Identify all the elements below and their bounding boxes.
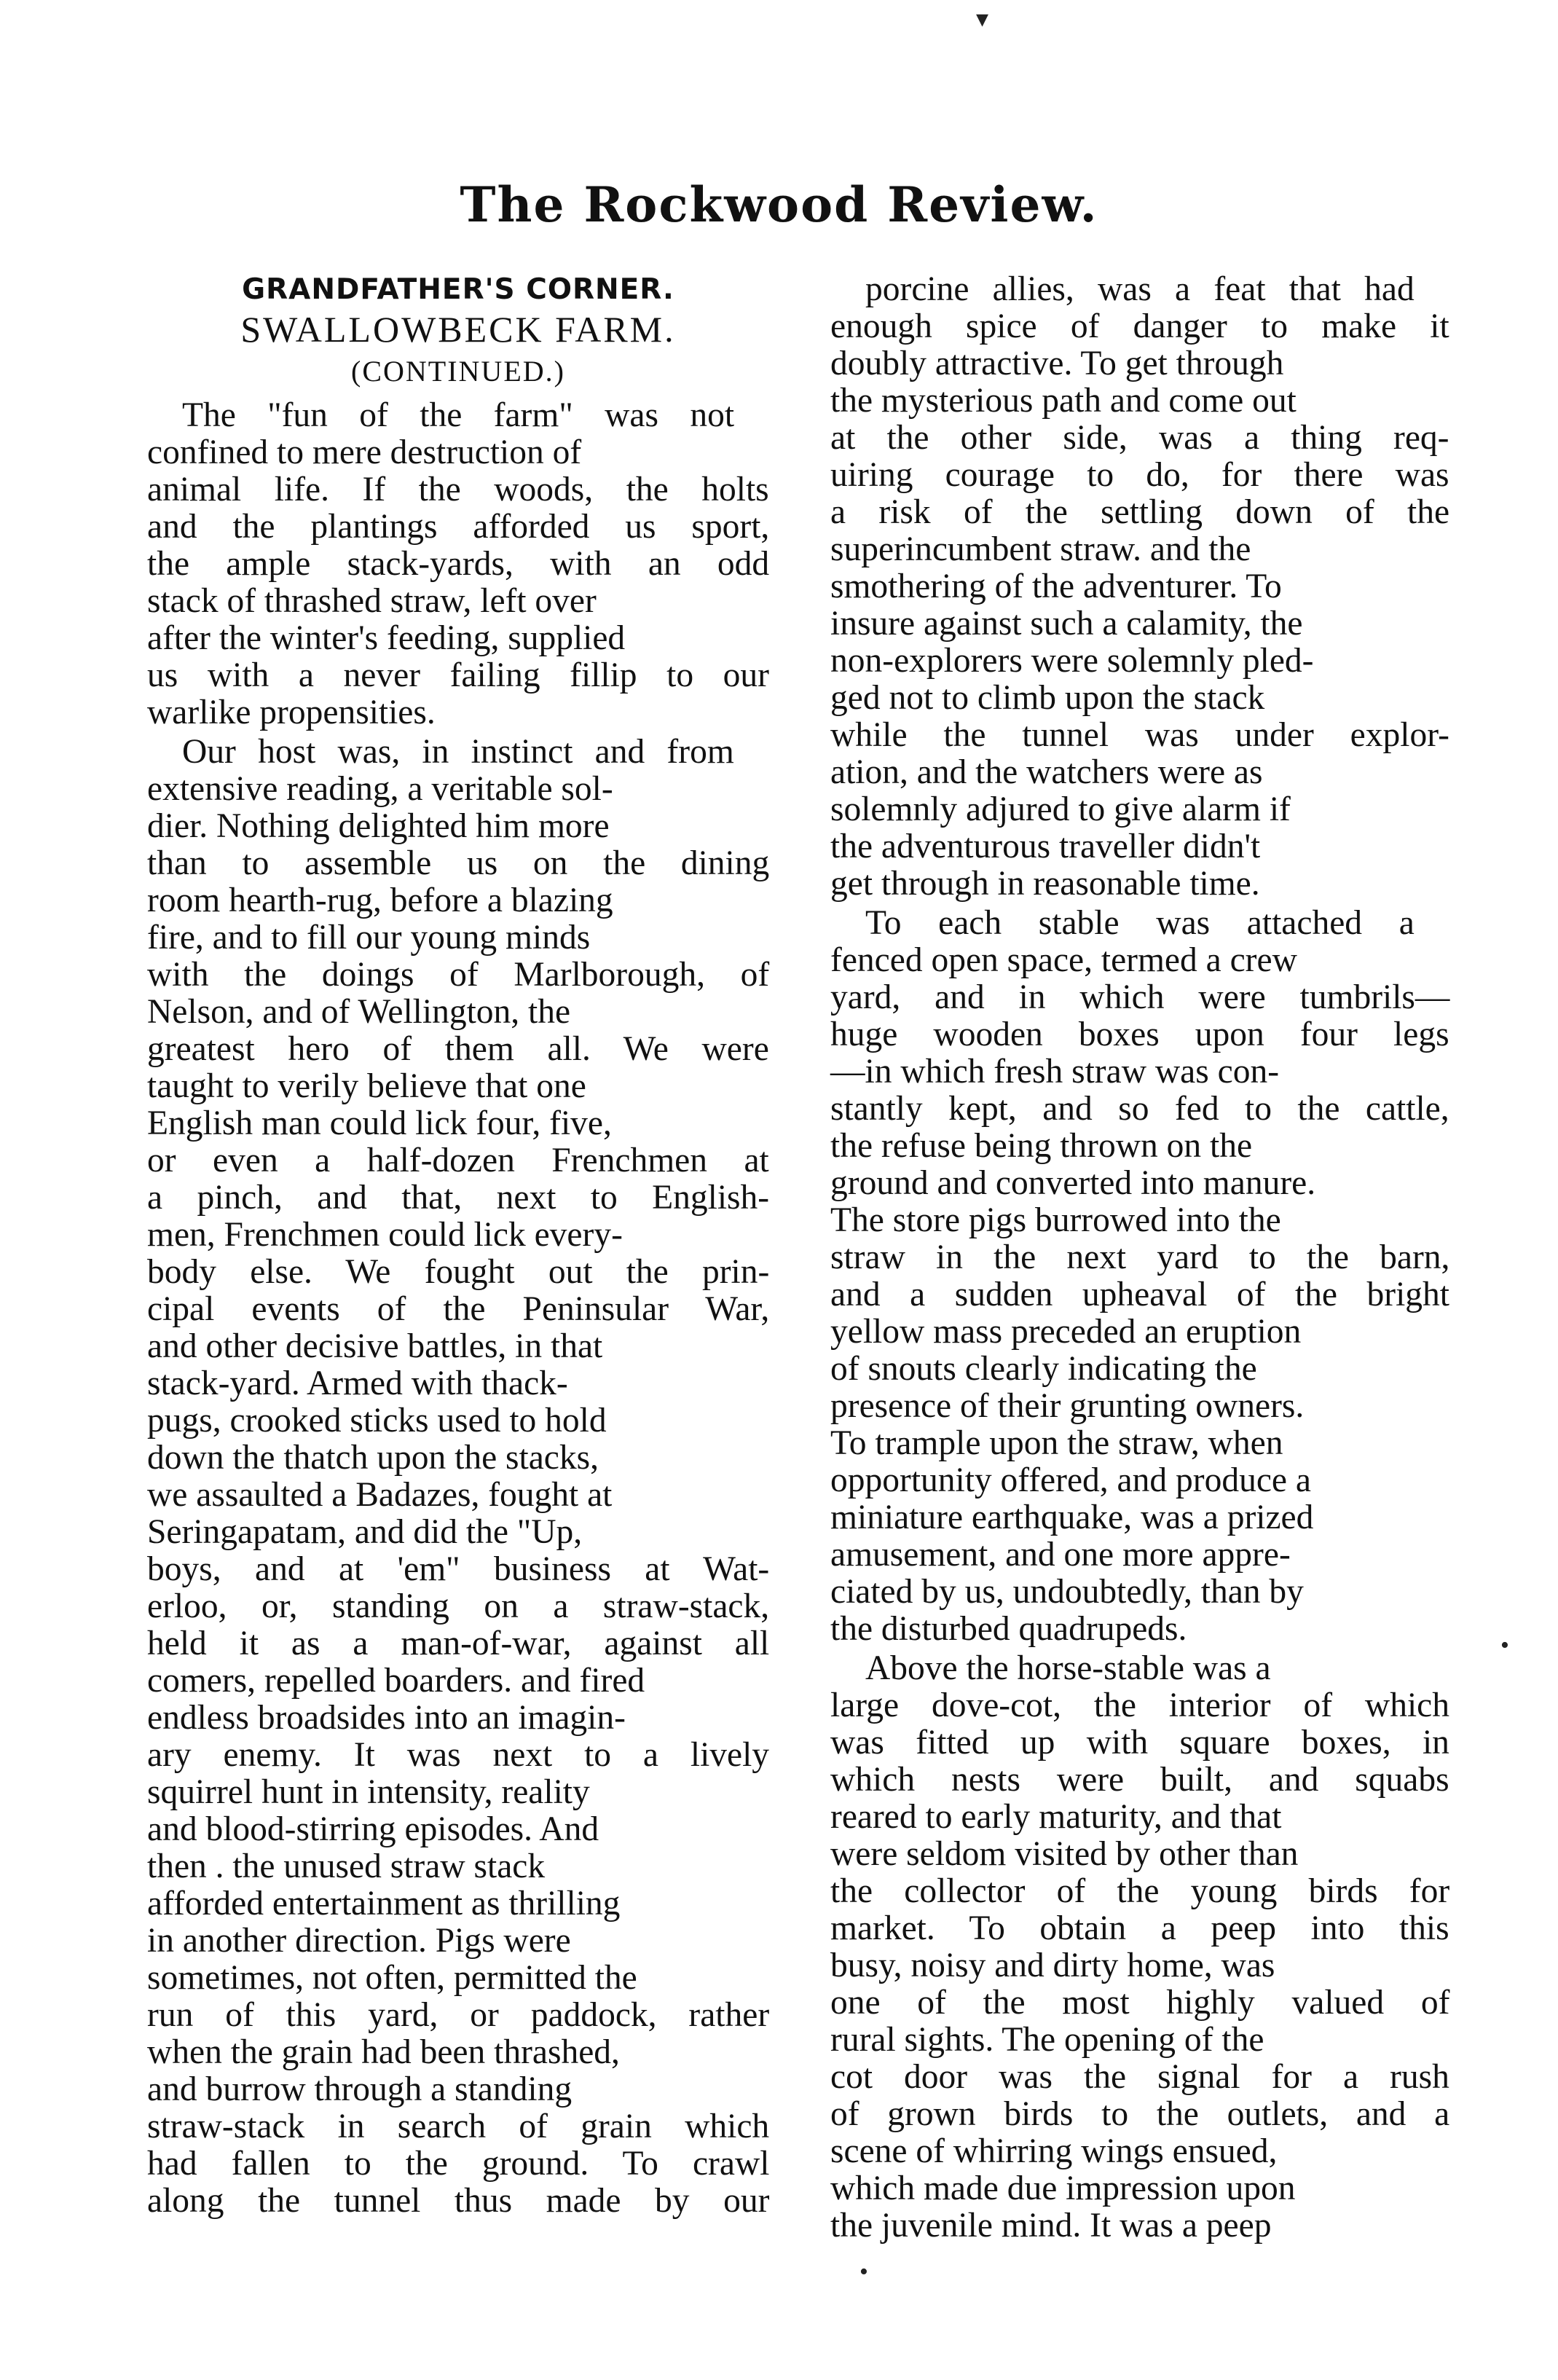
text-line: was fitted up with square boxes, in bbox=[830, 1724, 1449, 1762]
text-line: The "fun of the farm" was not bbox=[182, 396, 735, 434]
text-line: cot door was the signal for a rush bbox=[830, 2058, 1449, 2096]
text-line: rural sights. The opening of the bbox=[830, 2021, 1264, 2059]
text-line: after the winter's feeding, supplied bbox=[147, 619, 626, 657]
right-column-body bbox=[830, 271, 1449, 2244]
text-line: greatest hero of them all. We were bbox=[147, 1030, 769, 1068]
left-column-body bbox=[147, 397, 769, 2220]
text-line: porcine allies, was a feat that had bbox=[865, 270, 1415, 308]
text-line: straw-stack in search of grain which bbox=[147, 2108, 770, 2145]
text-line: the disturbed quadrupeds. bbox=[830, 1610, 1187, 1648]
text-line: The store pigs burrowed into the bbox=[830, 1201, 1281, 1239]
right-column bbox=[830, 271, 1449, 2244]
text-line: enough spice of danger to make it bbox=[830, 307, 1449, 345]
text-line: with the doings of Marlborough, of bbox=[147, 956, 770, 994]
text-line: miniature earthquake, was a prized bbox=[830, 1499, 1314, 1536]
text-line: body else. We fought out the prin- bbox=[147, 1253, 770, 1291]
text-line: stack-yard. Armed with thack- bbox=[147, 1364, 568, 1402]
text-line: or even a half-dozen Frenchmen at bbox=[147, 1142, 769, 1179]
text-line: yellow mass preceded an eruption bbox=[830, 1313, 1302, 1351]
text-line: men, Frenchmen could lick every- bbox=[147, 1216, 623, 1254]
text-line: and other decisive battles, in that bbox=[147, 1327, 603, 1365]
continued-note: (CONTINUED.) bbox=[351, 355, 565, 388]
text-line: non-explorers were solemnly pled- bbox=[830, 642, 1314, 680]
text-line: uiring courage to do, for there was bbox=[830, 456, 1449, 494]
text-line: had fallen to the ground. To crawl bbox=[147, 2145, 770, 2183]
text-line: solemnly adjured to give alarm if bbox=[830, 790, 1291, 828]
text-line: were seldom visited by other than bbox=[830, 1835, 1299, 1873]
text-line: dier. Nothing delighted him more bbox=[147, 807, 610, 845]
text-line: To each stable was attached a bbox=[865, 904, 1415, 942]
print-speck: • bbox=[859, 2258, 868, 2285]
text-line: presence of their grunting owners. bbox=[830, 1387, 1305, 1425]
text-line: ation, and the watchers were as bbox=[830, 753, 1263, 791]
text-line: ground and converted into manure. bbox=[830, 1164, 1316, 1202]
text-line: we assaulted a Badazes, fought at bbox=[147, 1476, 613, 1514]
text-line: held it as a man-of-war, against all bbox=[147, 1625, 770, 1662]
paragraph bbox=[830, 1650, 1449, 2244]
text-line: busy, noisy and dirty home, was bbox=[830, 1947, 1275, 1984]
text-line: superincumbent straw. and the bbox=[830, 530, 1251, 568]
text-line: the ample stack-yards, with an odd bbox=[147, 545, 770, 583]
text-line: and blood-stirring episodes. And bbox=[147, 1810, 599, 1848]
text-line: amusement, and one more appre- bbox=[830, 1536, 1291, 1574]
text-line: extensive reading, a veritable sol- bbox=[147, 770, 613, 808]
text-line: room hearth-rug, before a blazing bbox=[147, 881, 613, 919]
text-line: along the tunnel thus made by our bbox=[147, 2182, 770, 2220]
text-line: a risk of the settling down of the bbox=[830, 493, 1450, 531]
article-kicker: GRANDFATHER'S CORNER. bbox=[242, 273, 674, 306]
text-line: run of this yard, or paddock, rather bbox=[147, 1996, 770, 2034]
text-line: straw in the next yard to the barn, bbox=[830, 1238, 1450, 1276]
text-line: smothering of the adventurer. To bbox=[830, 567, 1282, 605]
text-line: of snouts clearly indicating the bbox=[830, 1350, 1257, 1388]
text-line: —in which fresh straw was con- bbox=[830, 1053, 1280, 1091]
paragraph bbox=[147, 397, 769, 731]
text-line: erloo, or, standing on a straw-stack, bbox=[147, 1587, 770, 1625]
text-line: endless broadsides into an imagin- bbox=[147, 1699, 626, 1737]
text-line: of grown birds to the outlets, and a bbox=[830, 2095, 1450, 2133]
text-line: Our host was, in instinct and from bbox=[182, 733, 734, 771]
text-line: ary enemy. It was next to a lively bbox=[147, 1736, 770, 1774]
text-line: warlike propensities. bbox=[147, 694, 436, 731]
text-line: animal life. If the woods, the holts bbox=[147, 471, 769, 508]
text-line: opportunity offered, and produce a bbox=[830, 1461, 1311, 1499]
text-line: when the grain had been thrashed, bbox=[147, 2033, 620, 2071]
text-line: huge wooden boxes upon four legs bbox=[830, 1016, 1449, 1053]
text-line: the refuse being thrown on the bbox=[830, 1127, 1253, 1165]
text-line: boys, and at 'em" business at Wat- bbox=[147, 1550, 770, 1588]
text-line: and a sudden upheaval of the bright bbox=[830, 1276, 1449, 1313]
text-line: the adventurous traveller didn't bbox=[830, 828, 1261, 865]
text-line: Nelson, and of Wellington, the bbox=[147, 993, 571, 1031]
text-line: then . the unused straw stack bbox=[147, 1847, 546, 1885]
text-line: the collector of the young birds for bbox=[830, 1872, 1450, 1910]
paragraph bbox=[147, 734, 769, 2220]
text-line: scene of whirring wings ensued, bbox=[830, 2132, 1278, 2170]
text-line: yard, and in which were tumbrils— bbox=[830, 978, 1450, 1016]
text-line: English man could lick four, five, bbox=[147, 1104, 612, 1142]
text-line: sometimes, not often, permitted the bbox=[147, 1959, 637, 1997]
text-line: taught to verily believe that one bbox=[147, 1067, 586, 1105]
text-line: ged not to climb upon the stack bbox=[830, 679, 1265, 717]
text-line: which nests were built, and squabs bbox=[830, 1761, 1449, 1799]
text-line: stantly kept, and so fed to the cattle, bbox=[830, 1090, 1449, 1128]
text-line: while the tunnel was under explor- bbox=[830, 716, 1449, 754]
text-line: To trample upon the straw, when bbox=[830, 1424, 1283, 1462]
text-line: the mysterious path and come out bbox=[830, 382, 1297, 420]
text-line: market. To obtain a peep into this bbox=[830, 1909, 1449, 1947]
left-column bbox=[147, 271, 769, 2220]
text-line: fire, and to fill our young minds bbox=[147, 919, 591, 957]
masthead: The Rockwood Review. bbox=[460, 176, 1098, 233]
text-line: at the other side, was a thing req- bbox=[830, 419, 1449, 457]
text-line: Seringapatam, and did the "Up, bbox=[147, 1513, 583, 1551]
text-line: stack of thrashed straw, left over bbox=[147, 582, 597, 620]
text-line: and burrow through a standing bbox=[147, 2070, 573, 2108]
text-line: squirrel hunt in intensity, reality bbox=[147, 1773, 590, 1811]
text-line: afforded entertainment as thrilling bbox=[147, 1885, 621, 1923]
text-line: us with a never failing fillip to our bbox=[147, 656, 769, 694]
text-line: large dove-cot, the interior of which bbox=[830, 1686, 1449, 1724]
print-speck: ▾ bbox=[976, 6, 989, 33]
text-line: cipal events of the Peninsular War, bbox=[147, 1290, 770, 1328]
paragraph bbox=[830, 271, 1449, 903]
print-speck: • bbox=[1500, 1632, 1509, 1659]
text-line: doubly attractive. To get through bbox=[830, 345, 1284, 382]
text-line: and the plantings afforded us sport, bbox=[147, 508, 770, 546]
text-line: reared to early maturity, and that bbox=[830, 1798, 1282, 1836]
text-line: one of the most highly valued of bbox=[830, 1984, 1450, 2022]
text-line: pugs, crooked sticks used to hold bbox=[147, 1402, 607, 1440]
text-line: the juvenile mind. It was a peep bbox=[830, 2207, 1272, 2244]
text-line: get through in reasonable time. bbox=[830, 865, 1260, 903]
text-line: ciated by us, undoubtedly, than by bbox=[830, 1573, 1304, 1611]
text-line: Above the horse-stable was a bbox=[865, 1649, 1271, 1687]
text-line: comers, repelled boarders. and fired bbox=[147, 1662, 645, 1700]
article-title: SWALLOWBECK FARM. bbox=[240, 309, 676, 350]
text-line: which made due impression upon bbox=[830, 2169, 1296, 2207]
text-line: than to assemble us on the dining bbox=[147, 844, 770, 882]
text-line: insure against such a calamity, the bbox=[830, 605, 1303, 643]
text-line: confined to mere destruction of bbox=[147, 433, 582, 471]
paragraph bbox=[830, 905, 1449, 1648]
text-line: in another direction. Pigs were bbox=[147, 1922, 571, 1960]
text-line: down the thatch upon the stacks, bbox=[147, 1439, 599, 1477]
text-line: fenced open space, termed a crew bbox=[830, 941, 1297, 979]
text-line: a pinch, and that, next to English- bbox=[147, 1179, 770, 1217]
